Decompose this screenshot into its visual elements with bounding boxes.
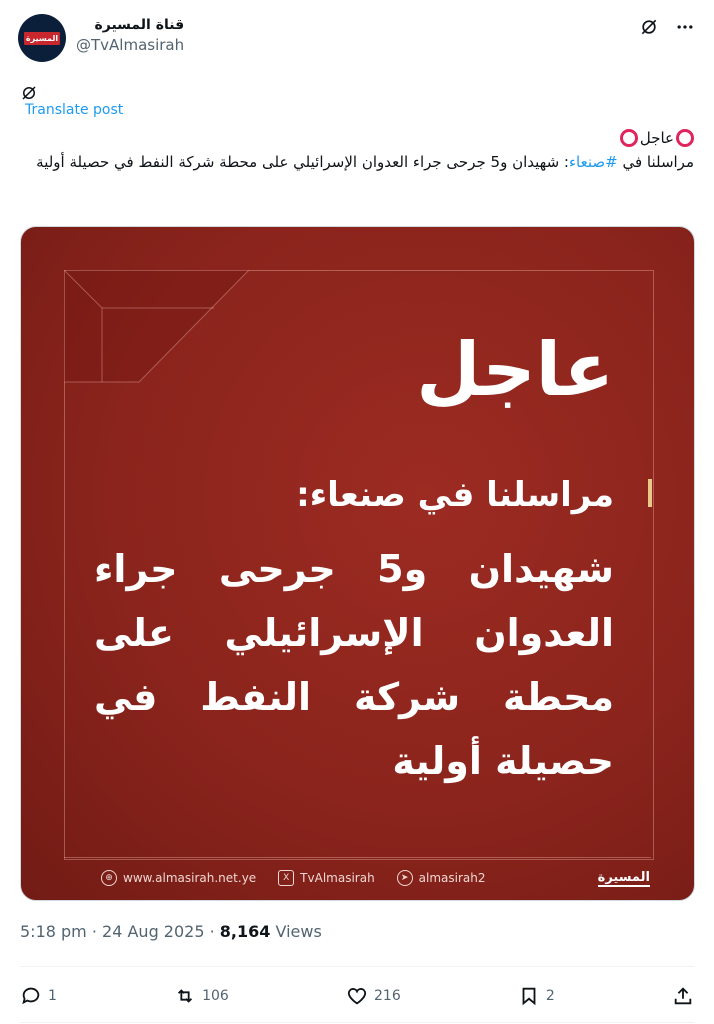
red-circle-icon bbox=[676, 129, 694, 147]
media-subtitle: مراسلنا في صنعاء: bbox=[296, 475, 614, 515]
footer-x-text: TvAlmasirah bbox=[300, 871, 375, 885]
urgent-line bbox=[18, 126, 694, 150]
bookmark-button[interactable] bbox=[518, 985, 555, 1007]
post-header bbox=[18, 12, 696, 64]
share-icon bbox=[672, 985, 694, 1007]
post-text bbox=[18, 126, 694, 174]
like-count: 216 bbox=[374, 988, 401, 1004]
globe-icon: ⊕ bbox=[101, 870, 117, 886]
bottom-divider bbox=[20, 1022, 694, 1023]
views-label: Views bbox=[275, 922, 322, 941]
red-circle-icon bbox=[620, 129, 638, 147]
post-text-before: مراسلنا في bbox=[617, 153, 694, 171]
media-body-text: شهيدان و5 جرحى جراء العدوان الإسرائيلي على محطة شركة النفط في حصيلة أولية bbox=[94, 547, 614, 783]
media-footer bbox=[101, 867, 650, 889]
hashtag-link[interactable]: #صنعاء bbox=[568, 153, 618, 171]
author-handle[interactable]: @TvAlmasirah bbox=[76, 36, 185, 54]
post-date[interactable]: 24 Aug 2025 bbox=[102, 922, 205, 941]
bookmark-count: 2 bbox=[545, 988, 555, 1004]
author-display-name[interactable]: قناة المسيرة bbox=[94, 17, 185, 33]
like-button[interactable] bbox=[346, 985, 401, 1007]
reply-count: 1 bbox=[48, 988, 57, 1004]
translate-post-link[interactable]: Translate post bbox=[25, 102, 124, 118]
post-body bbox=[18, 150, 694, 174]
divider bbox=[20, 966, 694, 967]
post-media-image[interactable] bbox=[20, 226, 695, 901]
reply-button[interactable] bbox=[20, 985, 57, 1007]
corner-decoration bbox=[64, 270, 254, 385]
media-accent-bar bbox=[648, 479, 652, 507]
urgent-label: عاجل bbox=[639, 129, 674, 147]
share-button[interactable] bbox=[672, 985, 694, 1007]
author-names bbox=[76, 16, 184, 56]
post-time[interactable]: 5:18 pm bbox=[20, 922, 87, 941]
post-text-after: : شهيدان و5 جرحى جراء العدوان الإسرائيلي على محطة شركة النفط في حصيلة أولية bbox=[36, 153, 569, 171]
action-bar bbox=[20, 980, 694, 1012]
repost-button[interactable] bbox=[174, 985, 229, 1007]
header-actions bbox=[638, 16, 696, 38]
heart-icon bbox=[346, 985, 368, 1007]
avatar[interactable] bbox=[18, 14, 66, 62]
footer-website bbox=[101, 870, 256, 886]
meta-separator: · bbox=[91, 922, 103, 941]
reply-icon bbox=[20, 985, 42, 1007]
telegram-icon: ➤ bbox=[397, 870, 413, 886]
footer-x bbox=[278, 870, 375, 886]
footer-website-text: www.almasirah.net.ye bbox=[123, 871, 257, 885]
meta-separator: · bbox=[209, 922, 220, 941]
post-meta bbox=[20, 922, 322, 941]
media-footer-divider bbox=[64, 857, 651, 858]
avatar-logo: المسيرة bbox=[25, 33, 59, 43]
grok-icon[interactable] bbox=[638, 16, 660, 38]
repost-icon bbox=[174, 985, 196, 1007]
media-logo: المسيرة bbox=[597, 869, 650, 885]
footer-telegram bbox=[397, 870, 486, 886]
bookmark-icon bbox=[518, 985, 540, 1007]
views-count: 8,164 bbox=[219, 922, 271, 941]
more-options-icon[interactable] bbox=[674, 16, 696, 38]
x-logo-icon: X bbox=[278, 870, 294, 886]
repost-count: 106 bbox=[202, 988, 229, 1004]
footer-telegram-text: almasirah2 bbox=[418, 871, 486, 885]
media-title: عاجل bbox=[416, 327, 614, 413]
translate-grok-icon bbox=[20, 84, 38, 102]
